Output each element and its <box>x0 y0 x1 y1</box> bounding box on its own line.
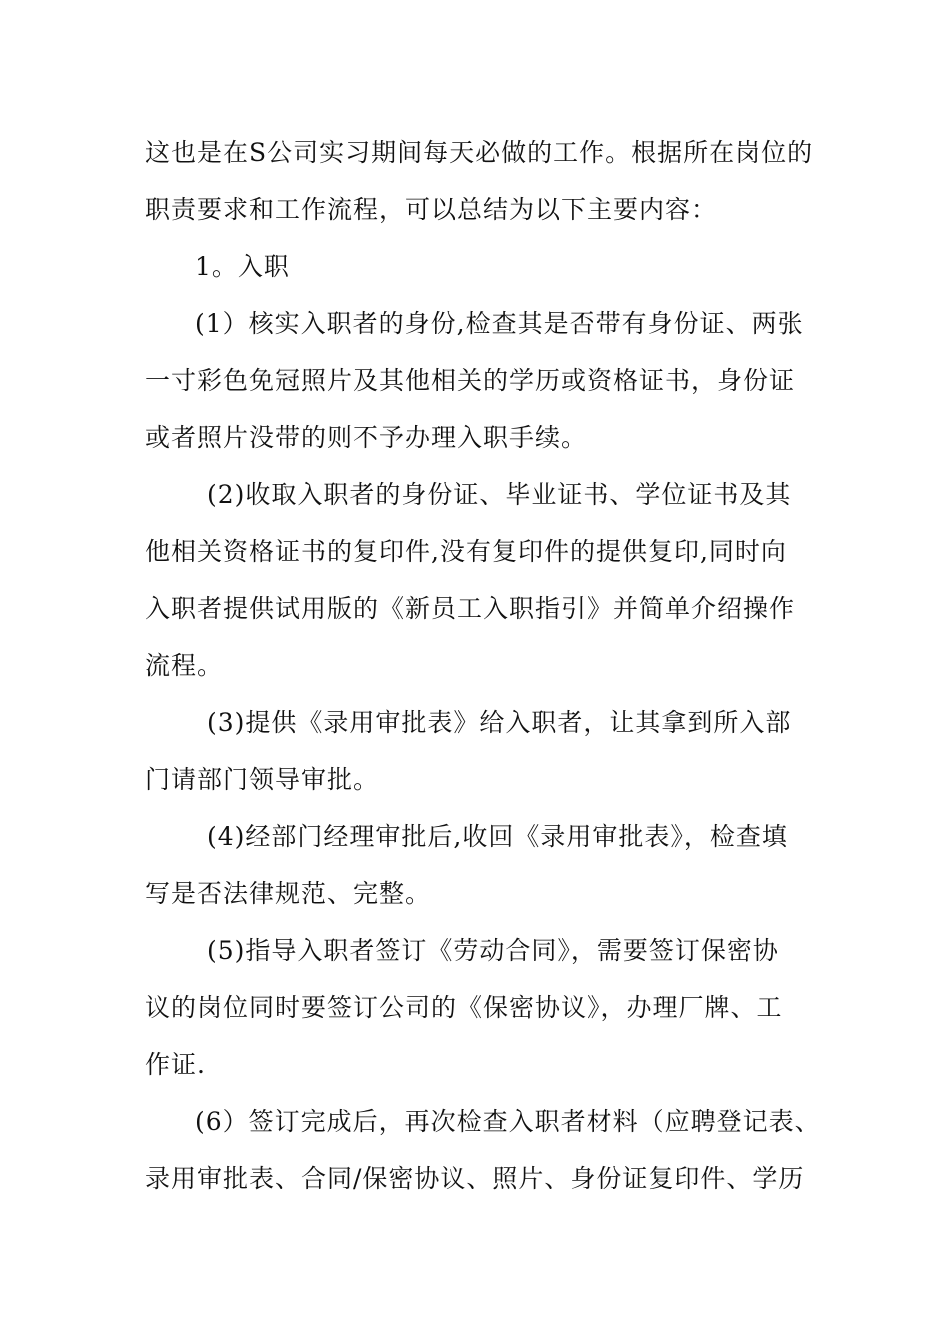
paragraph-line: (3)提供《录用审批表》给入职者，让其拿到所入部 <box>207 708 792 737</box>
section-heading: 1。入职 <box>195 252 290 281</box>
paragraph-line: 门请部门领导审批。 <box>145 765 380 794</box>
paragraph-line: (5)指导入职者签订《劳动合同》，需要签订保密协 <box>207 936 779 965</box>
paragraph-line: (2)收取入职者的身份证、毕业证书、学位证书及其 <box>207 480 792 509</box>
paragraph-line: 议的岗位同时要签订公司的《保密协议》，办理厂牌、工 <box>145 993 783 1022</box>
paragraph-line: 一寸彩色免冠照片及其他相关的学历或资格证书，身份证 <box>145 366 796 395</box>
paragraph-line: 作证. <box>145 1050 206 1079</box>
paragraph-line: 职责要求和工作流程，可以总结为以下主要内容： <box>145 195 718 224</box>
paragraph-line: 写是否法律规范、完整。 <box>145 879 432 908</box>
paragraph-line: (1）核实入职者的身份,检查其是否带有身份证、两张 <box>195 309 804 338</box>
paragraph-line: 他相关资格证书的复印件,没有复印件的提供复印,同时向 <box>145 537 787 566</box>
paragraph-line: (6）签订完成后，再次检查入职者材料（应聘登记表、 <box>195 1107 821 1136</box>
paragraph-line: 入职者提供试用版的《新员工入职指引》并简单介绍操作 <box>145 594 796 623</box>
paragraph-line: 或者照片没带的则不予办理入职手续。 <box>145 423 588 452</box>
paragraph-line: 流程。 <box>145 651 224 680</box>
paragraph-line: 这也是在S公司实习期间每天必做的工作。根据所在岗位的 <box>145 138 814 167</box>
paragraph-line: 录用审批表、合同/保密协议、照片、身份证复印件、学历 <box>145 1164 805 1193</box>
paragraph-line: (4)经部门经理审批后,收回《录用审批表》，检查填 <box>207 822 788 851</box>
